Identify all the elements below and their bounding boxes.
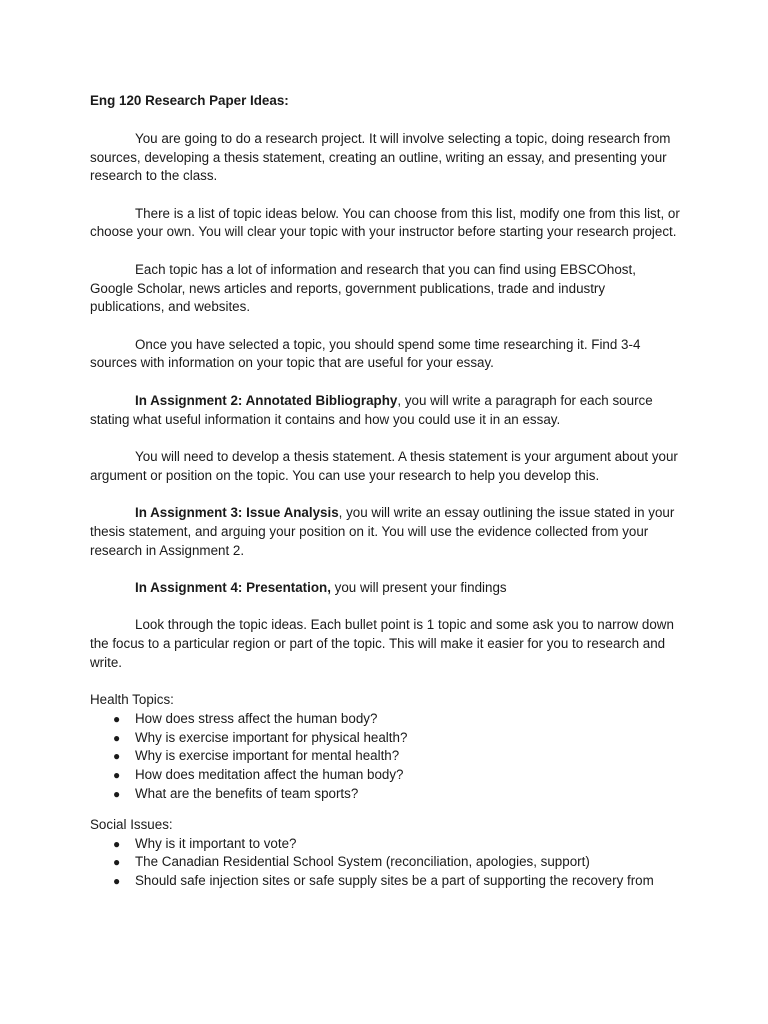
paragraph-bold-lead: In Assignment 2: Annotated Bibliography (135, 392, 398, 408)
body-paragraph (90, 336, 682, 374)
paragraph-text: You will need to develop a thesis statement. A thesis statement is your argument about your argument or position on the topic. You can use your research to help you develop this. (90, 448, 678, 483)
topic-text: Why is exercise important for physical health? (135, 729, 408, 745)
topic-list-item (90, 747, 682, 766)
topic-list-item (90, 872, 682, 891)
bullet-icon: ● (113, 730, 121, 745)
body-paragraph (90, 130, 682, 186)
body-paragraph (90, 205, 682, 243)
topic-list-item (90, 766, 682, 785)
bullet-icon: ● (113, 874, 121, 889)
body-paragraph (90, 392, 682, 430)
paragraph-text: Look through the topic ideas. Each bullet point is 1 topic and some ask you to narrow down the focus to a particular region or part of the topic. This will make it easier for you to research and write. (90, 617, 674, 670)
paragraph-text: There is a list of topic ideas below. You can choose from this list, modify one from this list, or choose your own. You will clear your topic with your instructor before starting your research project. (90, 205, 680, 240)
bullet-icon: ● (113, 787, 121, 802)
bullet-icon: ● (113, 855, 121, 870)
topic-text: What are the benefits of team sports? (135, 786, 359, 802)
topic-list-item (90, 835, 682, 854)
paragraph-text: you will present your findings (330, 579, 507, 595)
document-page (90, 92, 682, 903)
paragraph-text: Each topic has a lot of information and research that you can find using EBSCOhost, Google Scholar, news articles and reports, government publications, trade and industry publications, and websites. (90, 261, 636, 315)
topic-list-item (90, 729, 682, 748)
body-paragraph (90, 504, 682, 560)
paragraph-text: You are going to do a research project. It will involve selecting a topic, doing research from sources, developing a thesis statement, creating an outline, writing an essay, and presenting your research to the class. (90, 130, 671, 184)
topic-text: Why is exercise important for mental health? (135, 748, 400, 764)
topic-list-item (90, 785, 682, 804)
topic-list-item (90, 710, 682, 729)
document-title: Eng 120 Research Paper Ideas: (90, 93, 289, 108)
bullet-icon: ● (113, 836, 121, 851)
bullet-icon: ● (113, 768, 121, 783)
bullet-icon: ● (113, 711, 121, 726)
section-heading: Health Topics: (90, 692, 174, 708)
topic-text: How does meditation affect the human body? (135, 767, 404, 783)
body-paragraph (90, 261, 682, 317)
paragraph-bold-lead: In Assignment 3: Issue Analysis (135, 504, 339, 520)
topic-text: How does stress affect the human body? (135, 710, 378, 726)
paragraph-text: , you will write an essay outlining the issue stated in your thesis statement, and arguing your position on it. You will use the evidence collected from your research in Assignment 2. (90, 504, 675, 558)
paragraph-text: Once you have selected a topic, you should spend some time researching it. Find 3-4 sources with information on your topic that are useful for your essay. (90, 336, 641, 371)
body-paragraph (90, 616, 682, 672)
topic-list-item (90, 853, 682, 872)
topic-text: Should safe injection sites or safe supply sites be a part of supporting the recovery from (135, 873, 654, 889)
paragraphs-container (90, 130, 682, 673)
bullet-icon: ● (113, 749, 121, 764)
topic-text: Why is it important to vote? (135, 835, 297, 851)
topic-list (90, 710, 682, 804)
section-heading: Social Issues: (90, 816, 173, 832)
paragraph-bold-lead: In Assignment 4: Presentation, (135, 579, 331, 595)
body-paragraph (90, 579, 682, 598)
paragraph-text: , you will write a paragraph for each source stating what useful information it contains and how you could use it in an essay. (90, 392, 653, 427)
topic-text: The Canadian Residential School System (reconciliation, apologies, support) (135, 854, 590, 870)
body-paragraph (90, 448, 682, 486)
topic-sections (90, 691, 682, 891)
topic-list (90, 835, 682, 891)
